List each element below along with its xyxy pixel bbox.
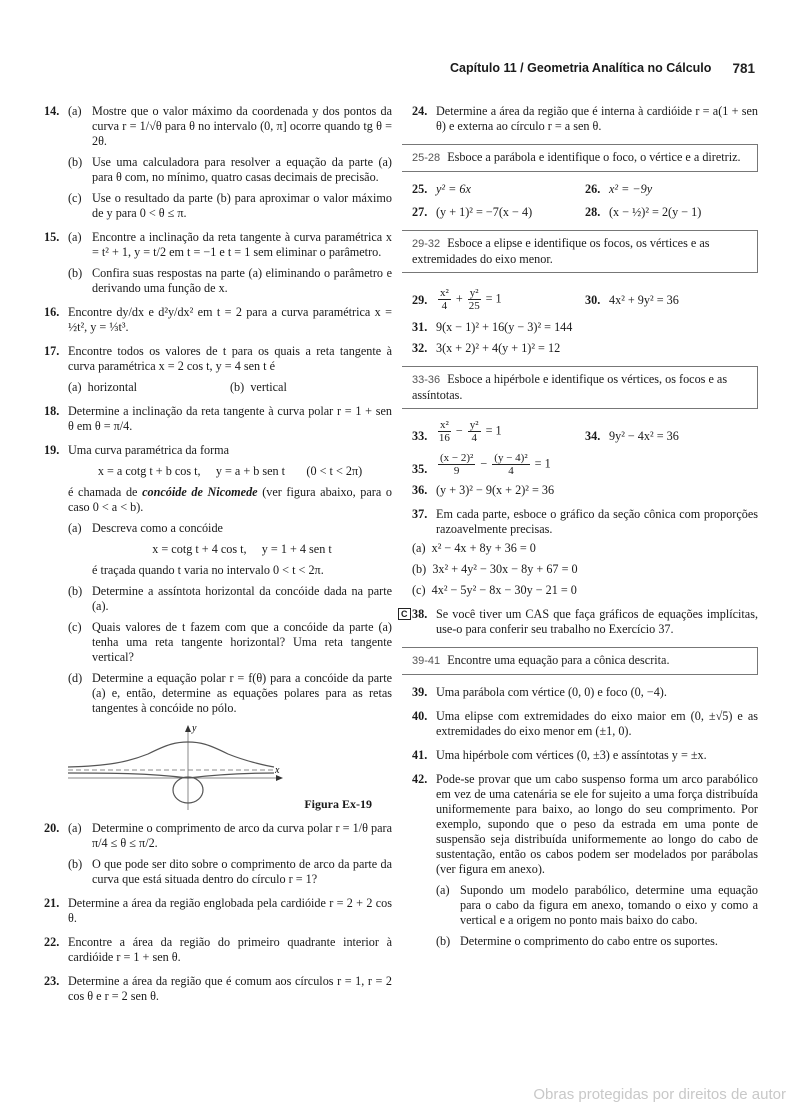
exercise-number: 38. bbox=[412, 607, 428, 621]
part-label: (b) bbox=[68, 155, 83, 169]
exercise-number: 18. bbox=[44, 404, 60, 418]
part-text: vertical bbox=[250, 380, 287, 394]
part-b bbox=[68, 155, 392, 185]
exercise-16 bbox=[44, 305, 392, 335]
range-label: 39-41 bbox=[412, 655, 441, 667]
instruction-text: Encontre uma equação para a cônica descrita. bbox=[447, 653, 670, 667]
definition-text bbox=[68, 485, 392, 515]
part-c bbox=[68, 620, 392, 665]
exercise-37 bbox=[412, 507, 758, 598]
running-header bbox=[450, 61, 755, 76]
part-label: (a) bbox=[68, 380, 82, 394]
equation: (y + 3)² − 9(x + 2)² = 36 bbox=[436, 483, 555, 497]
part-text: Quais valores de t fazem com que a concóide da parte (a) tenha uma reta tangente horizontal? Uma reta tangente vertical? bbox=[92, 620, 392, 664]
exercise-text: Encontre todos os valores de t para os quais a reta tangente à curva paramétrica x = 2 cos t, y = 4 sen t é bbox=[68, 344, 392, 373]
equation: x² − 4x + 8y + 36 = 0 bbox=[431, 541, 536, 555]
figure-ex-19 bbox=[68, 722, 392, 812]
equation: 9y² − 4x² = 36 bbox=[609, 429, 679, 443]
exercise-number: 37. bbox=[412, 507, 428, 521]
exercises-25-28 bbox=[412, 182, 758, 220]
exercise-text: Uma elipse com extremidades do eixo maior em (0, ±√5) e as extremidades do eixo menor em (±1, 0). bbox=[436, 709, 758, 738]
exercise-18 bbox=[44, 404, 392, 434]
denominator: 16 bbox=[438, 432, 450, 444]
operator: − bbox=[455, 423, 463, 438]
equation: (y + 1)² = −7(x − 4) bbox=[436, 205, 533, 219]
part-a bbox=[412, 541, 758, 556]
copyright-watermark: Obras protegidas por direitos de autor bbox=[533, 1086, 786, 1103]
part-label: (a) bbox=[436, 883, 450, 897]
exercise-number: 35. bbox=[412, 462, 428, 476]
equation: (x − ½)² = 2(y − 1) bbox=[609, 205, 702, 219]
part-a bbox=[68, 380, 230, 395]
exercise-number: 14. bbox=[44, 104, 60, 118]
exercise-39 bbox=[412, 685, 758, 700]
part-text: Encontre a inclinação da reta tangente à curva paramétrica x = t² + 1, y = t/2 em t = −1 e t = 1 sem eliminar o parâmetro. bbox=[92, 230, 392, 259]
exercise-24 bbox=[412, 104, 758, 134]
exercises-33-34 bbox=[412, 419, 758, 444]
page-number: 781 bbox=[732, 61, 755, 76]
part-label: (a) bbox=[68, 521, 82, 535]
exercise-40 bbox=[412, 709, 758, 739]
exercise-text: Uma curva paramétrica da forma bbox=[68, 443, 230, 457]
exercise-number: 42. bbox=[412, 772, 428, 786]
exercise-number: 17. bbox=[44, 344, 60, 358]
right-column bbox=[401, 104, 758, 958]
parts-row bbox=[68, 380, 392, 395]
instruction-box-39-41 bbox=[402, 647, 758, 675]
exercise-number: 33. bbox=[412, 429, 428, 443]
exercise-number: 30. bbox=[585, 293, 601, 307]
exercise-number: 23. bbox=[44, 974, 60, 988]
range-label: 29-32 bbox=[412, 238, 441, 250]
equation: 4x² + 9y² = 36 bbox=[609, 293, 679, 307]
part-b bbox=[412, 562, 758, 577]
exercise-text: Pode-se provar que um cabo suspenso forma um arco parabólico em vez de uma catenária se ele for sujeito a uma força distribuída uniformemente para baixo, ao longo do seu comprimento. Por exemplo, supondo que o peso da estrada em uma ponte de suspensão seja distribuída uniformemente ao longo do cabo de sustentação, então os cabos podem ser modelados por parábolas (ver figura em anexo). bbox=[436, 772, 758, 876]
equation: 4x² − 5y² − 8x − 30y − 21 = 0 bbox=[431, 583, 577, 597]
equation: 3(x + 2)² + 4(y + 1)² = 12 bbox=[436, 341, 561, 355]
fraction bbox=[468, 419, 481, 444]
part-label: (c) bbox=[68, 620, 82, 634]
exercise-text: Encontre dy/dx e d²y/dx² em t = 2 para a curva paramétrica x = ½t², y = ⅓t³. bbox=[68, 305, 392, 334]
denominator: 4 bbox=[441, 300, 448, 312]
rhs: = 1 bbox=[485, 291, 502, 306]
instruction-text: Esboce a parábola e identifique o foco, o vértice e a diretriz. bbox=[447, 150, 741, 164]
part-text: Determine a assíntota horizontal da concóide dada na parte (a). bbox=[92, 584, 392, 613]
exercise-number: 41. bbox=[412, 748, 428, 762]
exercise-33 bbox=[412, 419, 585, 444]
exercise-number: 20. bbox=[44, 821, 60, 835]
exercise-number: 36. bbox=[412, 483, 428, 497]
exercise-number: 24. bbox=[412, 104, 428, 118]
denominator: 4 bbox=[508, 465, 514, 477]
exercise-number: 22. bbox=[44, 935, 60, 949]
rhs: = 1 bbox=[534, 456, 551, 471]
exercise-text: Determine a inclinação da reta tangente à curva polar r = 1 + sen θ em θ = π/4. bbox=[68, 404, 392, 433]
part-label: (b) bbox=[68, 584, 83, 598]
fraction bbox=[468, 287, 481, 312]
chapter-title: Capítulo 11 / Geometria Analítica no Cálculo bbox=[450, 61, 712, 75]
part-b bbox=[68, 857, 392, 887]
denominator: 25 bbox=[468, 300, 480, 312]
exercise-21 bbox=[44, 896, 392, 926]
parts-list bbox=[412, 541, 758, 598]
part-a bbox=[68, 821, 392, 851]
part-text: Confira suas respostas na parte (a) eliminando o parâmetro e derivando uma função de x. bbox=[92, 266, 392, 295]
instruction-text: Esboce a hipérbole e identifique os vértices, os focos e as assíntotas. bbox=[412, 372, 728, 402]
exercise-20 bbox=[44, 821, 392, 887]
fraction bbox=[438, 419, 451, 444]
denominator: 4 bbox=[471, 432, 477, 444]
part-label: (c) bbox=[412, 583, 426, 597]
part-b bbox=[436, 934, 758, 949]
range-label: 33-36 bbox=[412, 374, 441, 386]
part-a bbox=[68, 521, 392, 578]
part-b bbox=[230, 380, 392, 395]
part-label: (b) bbox=[68, 266, 83, 280]
exercise-number: 28. bbox=[585, 205, 601, 219]
part-label: (b) bbox=[68, 857, 83, 871]
exercise-25 bbox=[412, 182, 585, 197]
exercise-29 bbox=[412, 283, 585, 312]
exercise-number: 27. bbox=[412, 205, 428, 219]
numerator: x² bbox=[440, 287, 449, 299]
instruction-text: Esboce a elipse e identifique os focos, os vértices e as extremidades do eixo menor. bbox=[412, 236, 710, 266]
part-text: Use uma calculadora para resolver a equação da parte (a) para θ com, no mínimo, quatro casas decimais de precisão. bbox=[92, 155, 392, 184]
exercise-text: Encontre a área da região do primeiro quadrante interior à cardióide r = 1 + sen θ. bbox=[68, 935, 392, 964]
x-axis-label: x bbox=[275, 765, 280, 776]
left-column bbox=[44, 104, 392, 1013]
operator: − bbox=[480, 456, 488, 471]
exercise-19 bbox=[44, 443, 392, 812]
part-c bbox=[412, 583, 758, 598]
denominator: 9 bbox=[453, 465, 460, 477]
exercises-29-30 bbox=[412, 283, 758, 312]
term: concóide de Nicomede bbox=[142, 485, 258, 499]
part-text: horizontal bbox=[87, 380, 138, 394]
part-text: Use o resultado da parte (b) para aproximar o valor máximo de y para 0 < θ ≤ π. bbox=[92, 191, 392, 220]
part-label: (c) bbox=[68, 191, 82, 205]
equation: y² = 6x bbox=[436, 182, 471, 196]
exercise-14 bbox=[44, 104, 392, 221]
part-a bbox=[68, 230, 392, 260]
exercise-number: 16. bbox=[44, 305, 60, 319]
exercise-number: 15. bbox=[44, 230, 60, 244]
exercise-41 bbox=[412, 748, 758, 763]
part-b bbox=[68, 584, 392, 614]
numerator: x² bbox=[440, 419, 449, 431]
exercise-38 bbox=[401, 607, 758, 637]
operator: + bbox=[455, 291, 463, 306]
exercise-text: Determine a área da região englobada pela cardióide r = 2 + 2 cos θ. bbox=[68, 896, 392, 925]
text: (ver figura abaixo, para o caso 0 < a < b). bbox=[68, 485, 392, 514]
fraction bbox=[492, 452, 529, 477]
part-text: Descreva como a concóide bbox=[92, 521, 223, 535]
exercise-number: 26. bbox=[585, 182, 601, 196]
exercise-number: 25. bbox=[412, 182, 428, 196]
exercise-text: Se você tiver um CAS que faça gráficos de equações implícitas, use-o para conferir seu trabalho no Exercício 37. bbox=[436, 607, 758, 636]
part-text: é traçada quando t varia no intervalo 0 < t < 2π. bbox=[92, 563, 324, 577]
part-a bbox=[68, 104, 392, 149]
part-a bbox=[436, 883, 758, 928]
part-label: (a) bbox=[68, 104, 82, 118]
figure-caption: Figura Ex-19 bbox=[304, 797, 372, 811]
y-axis-label: y bbox=[192, 723, 197, 734]
exercise-23 bbox=[44, 974, 392, 1004]
part-label: (a) bbox=[412, 541, 426, 555]
exercise-number: 40. bbox=[412, 709, 428, 723]
exercise-28 bbox=[585, 205, 758, 220]
part-label: (b) bbox=[230, 380, 245, 394]
exercise-34 bbox=[585, 419, 758, 444]
part-text: Mostre que o valor máximo da coordenada y dos pontos da curva r = 1/√θ para θ no intervalo (0, π] ocorre quando tg θ = 2θ. bbox=[92, 104, 392, 148]
part-text: Determine o comprimento do cabo entre os suportes. bbox=[460, 934, 718, 948]
exercise-number: 31. bbox=[412, 320, 428, 334]
equation: x = a cotg t + b cos t, y = a + b sen t (0 < t < 2π) bbox=[97, 464, 363, 478]
part-label: (a) bbox=[68, 821, 82, 835]
exercise-26 bbox=[585, 182, 758, 197]
exercise-text: Uma parábola com vértice (0, 0) e foco (0, −4). bbox=[436, 685, 667, 699]
rhs: = 1 bbox=[485, 423, 502, 438]
range-label: 25-28 bbox=[412, 152, 441, 164]
exercise-number: 29. bbox=[412, 293, 428, 307]
exercise-number: 19. bbox=[44, 443, 60, 457]
exercise-17 bbox=[44, 344, 392, 395]
numerator: (x − 2)² bbox=[440, 452, 474, 464]
exercise-text: Em cada parte, esboce o gráfico da seção cônica com proporções razoavelmente precisas. bbox=[436, 507, 758, 536]
part-label: (b) bbox=[436, 934, 451, 948]
exercise-number: 21. bbox=[44, 896, 60, 910]
exercise-text: Determine a área da região que é comum aos círculos r = 1, r = 2 cos θ e r = 2 sen θ. bbox=[68, 974, 392, 1003]
exercise-number: 32. bbox=[412, 341, 428, 355]
part-text: Supondo um modelo parabólico, determine uma equação para o cabo da figura em anexo, tomando o eixo y como a vertical e a origem no ponto mais baixo do cabo. bbox=[460, 883, 758, 927]
exercise-22 bbox=[44, 935, 392, 965]
equation: 3x² + 4y² − 30x − 8y + 67 = 0 bbox=[432, 562, 578, 576]
exercise-36 bbox=[412, 483, 758, 498]
exercise-number: 34. bbox=[585, 429, 601, 443]
exercise-31 bbox=[412, 320, 758, 335]
cas-badge-icon: C bbox=[398, 608, 411, 620]
exercise-15 bbox=[44, 230, 392, 296]
part-label: (b) bbox=[412, 562, 427, 576]
exercise-42 bbox=[412, 772, 758, 949]
part-text: Determine a equação polar r = f(θ) para a concóide da parte (a) e, então, determine as equações polares para as retas tangentes à concóide no pólo. bbox=[92, 671, 392, 715]
numerator: y² bbox=[469, 419, 479, 431]
instruction-box-25-28 bbox=[402, 144, 758, 172]
instruction-box-33-36 bbox=[402, 366, 758, 409]
numerator: y² bbox=[469, 287, 479, 299]
fraction bbox=[438, 287, 451, 312]
equation: x = cotg t + 4 cos t, y = 1 + 4 sen t bbox=[152, 542, 332, 556]
part-c bbox=[68, 191, 392, 221]
text: é chamada de bbox=[68, 485, 143, 499]
instruction-box-29-32 bbox=[402, 230, 758, 273]
exercise-32 bbox=[412, 341, 758, 356]
equation: x² = −9y bbox=[609, 182, 653, 196]
exercise-35 bbox=[412, 452, 758, 477]
exercise-number: 39. bbox=[412, 685, 428, 699]
exercise-text: Determine a área da região que é interna à cardióide r = a(1 + sen θ) e externa ao círculo r = a sen θ. bbox=[436, 104, 758, 133]
numerator: (y − 4)² bbox=[494, 452, 528, 464]
equation: 9(x − 1)² + 16(y − 3)² = 144 bbox=[436, 320, 573, 334]
exercise-text: Uma hipérbole com vértices (0, ±3) e assíntotas y = ±x. bbox=[436, 748, 707, 762]
part-text: Determine o comprimento de arco da curva polar r = 1/θ para π/4 ≤ θ ≤ π/2. bbox=[92, 821, 392, 850]
part-d bbox=[68, 671, 392, 716]
part-b bbox=[68, 266, 392, 296]
exercise-30 bbox=[585, 283, 758, 312]
part-text: O que pode ser dito sobre o comprimento de arco da parte da curva que está situada dentro do círculo r = 1? bbox=[92, 857, 392, 886]
fraction bbox=[438, 452, 475, 477]
part-label: (d) bbox=[68, 671, 83, 685]
exercise-27 bbox=[412, 205, 585, 220]
part-label: (a) bbox=[68, 230, 82, 244]
